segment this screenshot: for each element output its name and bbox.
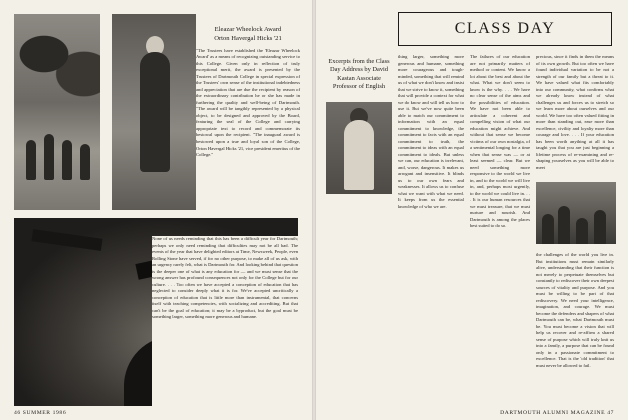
award-title-line1: Eleazar Wheelock Award: [214, 26, 282, 33]
photo-cap: [32, 229, 103, 251]
award-body-text: "The Trustees have established the 'Eleazar Wheelock Award' as a means of recognizing outstanding service to this College. Given only in reflection of truly exceptional merit, the award is presented by the Trustees of Dartmouth College in special expression of the Trustees' own sense of the institutional indebtedness and appreciation that are due the recipient by reason of the extraordinary contribution he or she has made in furthering the quality and well-being of Dartmouth. "The award will be tangibly represented by a physical object, to be designed and approved by the Board, featuring the seal of the College and carrying appropriate text to record and commemorate its bestowal upon the recipient. "The inaugural award is bestowed upon a true and loyal son of the College, Orton Havergal Hicks '21, vice president emeritus of the College.": [196, 47, 300, 158]
award-title-line2: Orton Havergal Hicks '21: [214, 34, 282, 42]
right-column-4: the challenges of the world you live in. But institutions must remain similarly alive, understanding that their function is not merely to perpetuate themselves but constantly to rediscover their own deepest sources of vitality and purpose. And you must be willing to be part of that rediscovery. We need your intelligence, imagination, and courage. We must become the defenders and shapers of what Dartmouth can be, what Dartmouth must be. You must become a vision that will help us recover and re-affirm a shared sense of purpose which will truly knit us into a family, a purpose that can be found only in a passionate commitment to excellence. That is the 'old tradition' that must never be allowed to fail.: [536, 252, 614, 368]
photo-figure: [542, 214, 554, 244]
right-column-3: precious, since it finds in them the means of its own growth. But too often we have found individual variation to be not a strength of our family but a threat to it. We have valued what fits comfortably into our community, what confirms what we already know instead of what challenges us and forces us to stretch so we learn more about ourselves and our world. We have too often valued fitting in more than standing out, ease more than excellence, civility and loyalty more than courage and love. . . . If your education has been worth anything at all it has taught you that you are just beginning a lifetime process of re-examining and re-shaping yourselves as you will be able to meet: [536, 54, 614, 170]
section-title: CLASS DAY: [454, 20, 556, 37]
right-column-2: The failures of our education are not primarily matters of method or content. We know a lot about the best and about the what. What we don't seem to know is the why. . . . We have no clear sense of the aims and the possibilities of education. We have not been able to articulate a coherent and compelling vision of what our education might achieve. And without that sense we become victims of our own nostalgia, of a sentimental longing for a time when that sense was — or at least seemed — clear. But we need something more responsive to the world we live in, and to the world we will live in, and, perhaps most urgently, to the world we could live in. . . . It is our human resources that we must treasure, that we must nurture and nourish. And Dartmouth is among the places best suited to do so.: [470, 54, 530, 229]
section-title-box: [398, 12, 612, 46]
photo-figure: [80, 144, 90, 180]
speaker-body: [344, 120, 374, 190]
photo-figure: [62, 140, 72, 180]
campus-crowd-photo: [14, 14, 100, 210]
left-page: [0, 0, 312, 420]
photo-figure: [26, 140, 36, 180]
award-title: [196, 26, 300, 44]
excerpt-title: Excerpts from the Class Day Address by David Kastan Associate Professor of English: [328, 58, 390, 90]
photo-figure: [44, 134, 54, 180]
right-column-1: thing larger, something more generous and humane, something more courageous and tough-minded, something that will remind us of what we don't know and insist that we strive to know it, something that will provide a context for what we do know and will tell us how to use it. But we've now quite been able to match our commitment to information with an equal commitment to knowledge, the commitment to facts with an equal commitment to truth, the commitment to ideas with an equal commitment to ideals. But unless we can, our education is irrelevant, and, worse, dangerous. It makes us arrogant and insensitive. It blinds us to our own fears and weaknesses. It allows us to confuse what we want with what we need. It keeps from us the essential knowledge of who we are.: [398, 54, 464, 209]
right-folio: DARTMOUTH ALUMNI MAGAZINE 47: [500, 410, 614, 416]
portrait-body: [140, 52, 170, 172]
wheelock-award-box: [196, 24, 300, 212]
left-folio: 46 SUMMER 1986: [14, 410, 67, 416]
photo-figure: [558, 206, 570, 244]
hicks-portrait-photo: [112, 14, 196, 210]
audience-photo: [536, 182, 616, 244]
left-lower-text: None of us needs reminding that this has been a difficult year for Dartmouth; perhaps we only need reminding that difficulties may not be all bad. The events of the year that have delighted editors at Time, Newsweek, People, even Rolling Stone have served, if for no other purpose, to make all of us ask, with an urgency rarely felt, what is Dartmouth for. And looking behind that question is the deeper one of what is any education for — and we must sense that the wrong answer has profound consequences not only for the College but for our culture. . . . Too often we have accepted a conception of education that has neglected to consider deeply what it is for. We've accepted uncritically a conception of education that is little more than instrumental, that concerns itself with teaching competencies, with socializing and accrediting. But that can't be the goal of education; it may be a byproduct, but the goal must be something larger, something more generous and humane.: [152, 236, 298, 320]
photo-figure: [576, 218, 588, 244]
kastan-speaking-photo: [326, 102, 392, 194]
photo-figure: [594, 210, 606, 244]
